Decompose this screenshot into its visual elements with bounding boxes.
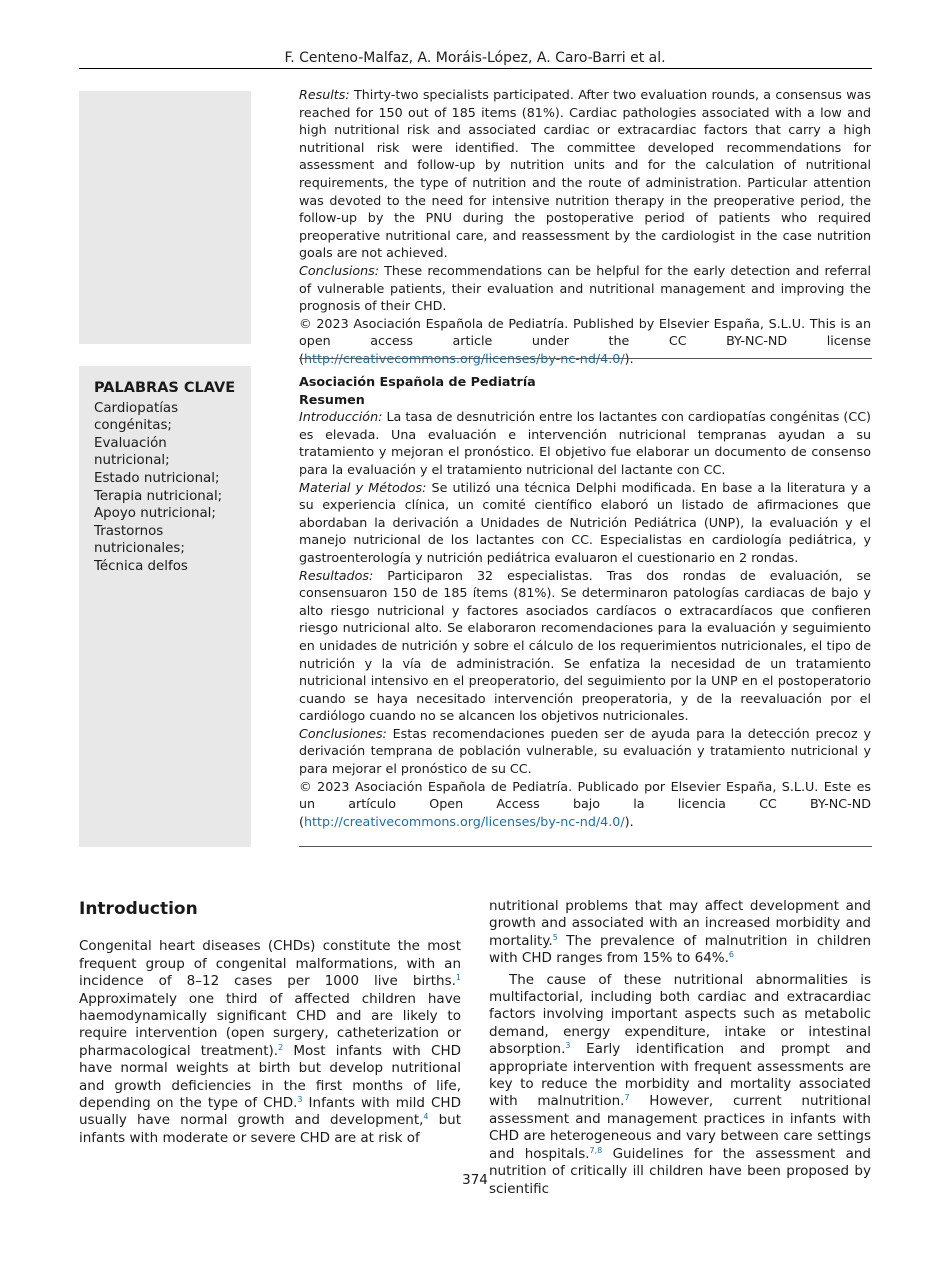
abstract-results [299,86,871,262]
body-text: but infants with moderate or severe CHD are at risk of [79,1112,461,1146]
results-text: Thirty-two specialists participated. After two evaluation rounds, a consensus was reached for 150 out of 185 items (81%). Cardiac pathologies associated with a low and high nutritional risk and associated cardiac or extracardiac factors that carry a high nutritional risk were identified. The committee developed recommendations for assessment and follow-up by nutrition units and for the calculation of nutritional requirements, the type of nutrition and the route of administration. Particular attention was devoted to the need for intensive nutrition therapy in the preoperative period, the follow-up by the PNU during the postoperative period of patients who required preoperative nutritional care, and reassessment by the cardiologist in the case nutrition goals are not achieved. [299,87,871,261]
resumen-conclusions [299,725,871,778]
keyword-item: Técnica delfos [94,558,188,574]
citation-ref[interactable]: 5 [552,932,558,942]
citation-ref[interactable]: 3 [297,1095,303,1105]
sidebar-panel-top [79,91,251,344]
citation-ref[interactable]: 2 [278,1042,284,1052]
conclusiones-label: Conclusiones: [299,725,387,741]
abstract-spanish [299,373,871,830]
abstract-english [299,86,871,368]
body-text: The prevalence of malnutrition in children with CHD ranges from 15% to 64%. [489,932,871,967]
citation-ref[interactable]: 3 [565,1041,571,1051]
copyright-text: © 2023 Asociación Española de Pediatría. Publicado por Elsevier España, S.L.U. Este es un artículo Open Access bajo la licencia CC BY-NC-ND ( [299,778,871,829]
citation-ref[interactable]: 6 [728,950,735,960]
body-text: Infants with mild CHD usually have normal growth and development, [79,1095,461,1129]
citation-ref[interactable]: 7 [624,1093,630,1103]
body-column-left [79,898,461,1147]
resultados-label: Resultados: [299,567,374,583]
resultados-text: Participaron 32 especialistas. Tras dos rondas de evaluación, se consensuaron 150 de 185 ítems (81%). Se determinaron patologías cardiacas de bajo y alto riesgo nutricional y factores asociados cardíacos o extracardíacos que confieren riesgo nutricional alto. Se elaboraron recomendaciones para la evaluación y seguimiento en unidades de nutrición y sobre el cálculo de los requerimientos nutricionales, el tipo de nutrición y la vía de administración. Se enfatiza la necesidad de un tratamiento nutricional intensivo en el preoperatorio, del seguimiento por la UNP en el postoperatorio cuando se haya necesitado intervención preoperatoria, y de la reevaluación por el cardiólogo cuando no se alcancen los objetivos nutricionales. [299,567,871,724]
keywords-block [94,380,244,576]
section-title: Introduction [79,899,198,919]
body-text: However, current nutritional assessment and management practices in infants with CHD are heterogeneous and vary between care settings and hospitals. [489,1093,871,1162]
methods-text: Se utilizó una técnica Delphi modificada. En base a la literatura y a su experiencia clínica, un comité científico elaboró un listado de afirmaciones que abordaban la derivación a Unidades de Nutrición Pediátrica (UNP), la evaluación y el manejo nutricional de los lactantes con CC. Especialistas en cardiología pediátrica, y gastroenterología y nutrición pediátrica evaluaron el cuestionario en 2 rondas. [299,479,871,565]
keyword-item: Apoyo nutricional; [94,506,216,522]
abstract-end-divider [299,846,872,847]
intro-paragraph-1 [79,938,461,1147]
results-label: Results: [299,87,350,102]
resumen-heading: Resumen [299,391,365,407]
abstract-conclusions [299,262,871,315]
abstract-divider [299,358,872,359]
conclusions-text: These recommendations can be helpful for the early detection and referral of vulnerable patients, their evaluation and nutritional management and improving the prognosis of their CHD. [299,262,871,314]
header-rule [79,68,872,69]
license-link[interactable]: http://creativecommons.org/licenses/by-nc-nd/4.0/ [303,813,625,829]
copyright-text: © 2023 Asociación Española de Pediatría. Published by Elsevier España, S.L.U. This is an open access article under the CC BY-NC-ND license ( [299,315,871,366]
intro-paragraph-2 [489,972,871,1198]
keyword-item: Trastornos nutricionales; [94,523,185,557]
resumen-methods [299,479,871,567]
keywords-title: PALABRAS CLAVE [94,380,236,396]
copyright-end: ). [624,813,634,829]
keyword-item: Evaluación nutricional; [94,435,170,469]
body-text: Congenital heart diseases (CHDs) constitute the most frequent group of congenital malformations, with an incidence of 8–12 cases per 1000 live births. [79,938,461,990]
body-text: Early identification and prompt and appropriate intervention with frequent assessments are key to reduce the morbidity and mortality associated with malnutrition. [489,1041,871,1110]
keyword-item: Terapia nutricional; [94,488,223,504]
society-name: Asociación Española de Pediatría [299,374,536,389]
body-text: nutritional problems that may affect development and growth and associated with an increased morbidity and mortality. [489,898,871,949]
license-link[interactable]: http://creativecommons.org/licenses/by-nc-nd/4.0/ [303,350,625,366]
keyword-item: Cardiopatías congénitas; [94,400,179,434]
intro-paragraph-1-continued [489,898,871,968]
copyright-end: ). [624,350,634,366]
body-text: Most infants with CHD have normal weights at birth but develop nutritional and growth deficiencies in the first months of life, depending on the type of CHD. [79,1042,462,1112]
citation-ref[interactable]: 7,8 [589,1145,603,1155]
resumen-intro [299,408,871,478]
resumen-results [299,567,871,725]
body-text: Guidelines for the assessment and nutrition of critically ill children have been proposed by scientific [489,1145,871,1197]
conclusions-label: Conclusions: [299,262,380,278]
body-text: The cause of these nutritional abnormalities is multifactorial, including both cardiac and extracardiac factors involving important aspects such as metabolic demand, energy expenditure, intake or intestinal absorption. [489,971,871,1058]
citation-ref[interactable]: 4 [423,1112,429,1122]
intro-label: Introducción: [299,409,383,425]
page-number: 374 [462,1172,488,1188]
intro-text: La tasa de desnutrición entre los lactantes con cardiopatías congénitas (CC) es elevada. Una evaluación e intervención nutricional tempranas ayudan a su tratamiento y mejoran el pronóstico. El objetivo fue elaborar un documento de consenso para la evaluación y el tratamiento nutricional del lactante con CC. [299,409,871,477]
keyword-item: Estado nutricional; [94,470,220,486]
conclusiones-text: Estas recomendaciones pueden ser de ayuda para la detección precoz y derivación temprana de población vulnerable, su evaluación y tratamiento nutricional y para mejorar el pronóstico de su CC. [299,725,871,777]
resumen-copyright [299,778,871,831]
citation-ref[interactable]: 1 [455,973,461,983]
running-head: F. Centeno-Malfaz, A. Moráis-López, A. Caro-Barri et al. [284,50,666,66]
body-text: Approximately one third of affected children have haemodynamically significant CHD and are likely to require intervention (open surgery, catheterization or pharmacological treatment). [79,990,461,1059]
abstract-copyright [299,315,871,368]
methods-label: Material y Métodos: [299,479,427,495]
body-column-right [489,898,871,1198]
